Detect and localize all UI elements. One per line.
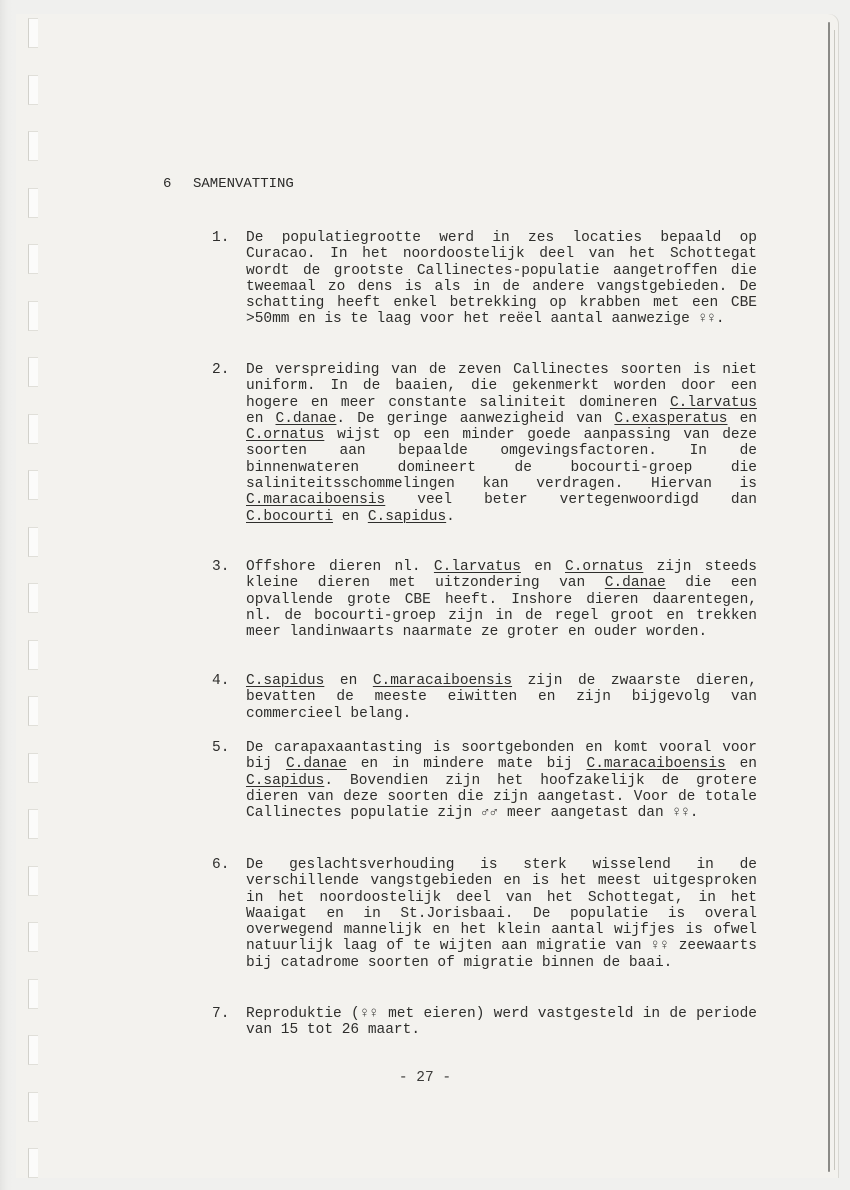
text-run: zijn de zwaarste dieren, bevatten de meeste eiwitten en zijn bijgevolg van commercieel belang.: [246, 673, 757, 722]
section-number: 6: [163, 176, 172, 192]
binding-slot: [28, 753, 38, 783]
item-text: [246, 857, 757, 971]
species-name: C.maracaiboensis: [372, 673, 513, 689]
item-number: 5.: [212, 740, 230, 756]
item-number: 7.: [212, 1006, 230, 1022]
text-run: wijst op een minder goede aanpassing van deze soorten aan bepaalde omgevingsfactoren. In de binnenwateren domineert de bocourti-groep die saliniteitsschommelingen kan verdragen. Hiervan is: [246, 427, 757, 493]
text-run: De verspreiding van de zeven Callinectes soorten is niet uniform. In de baaien, die gekenmerkt worden door een hogere en meer constante saliniteit domineren: [246, 362, 757, 411]
item-text: [246, 740, 757, 821]
item-text: [246, 362, 757, 525]
text-run: .: [715, 311, 725, 328]
item-number: 2.: [212, 362, 230, 378]
text-run: De populatiegrootte werd in zes locaties bepaald op Curacao. In het noordoostelijk deel van het Schottegat wordt de grootste Callinectes-populatie aangetroffen die tweemaal zo dens is als in de andere vangstgebieden. De schatting heeft enkel betrekking op krabben met een CBE >50mm en is te laag voor het reëel aantal aanwezige: [246, 230, 757, 328]
item-text: [246, 1006, 757, 1039]
text-run: veel beter vertegenwoordigd dan: [385, 492, 757, 509]
binding-slot: [28, 979, 38, 1009]
binding-slot: [28, 75, 38, 105]
species-name: C.danae: [275, 410, 337, 427]
item-text: [246, 559, 757, 640]
text-run: .: [689, 805, 699, 822]
binding-slot: [28, 1092, 38, 1122]
species-name: C.maracaiboensis: [246, 492, 386, 509]
binding-slot: [28, 1035, 38, 1065]
female-symbol-icon: ♀♀: [698, 311, 716, 328]
species-name: C.larvatus: [669, 394, 757, 411]
species-name: C.ornatus: [565, 559, 644, 575]
binding-slot: [28, 470, 38, 500]
item-text: [246, 230, 757, 328]
page-number: - 27 -: [398, 1070, 452, 1086]
binding-slot: [28, 1148, 38, 1178]
item-number: 3.: [212, 559, 230, 575]
binding-slot: [28, 244, 38, 274]
species-name: C.danae: [604, 575, 666, 592]
binding-slot: [28, 696, 38, 726]
binding-slot: [28, 640, 38, 670]
text-run: . Bovendien zijn het hoofzakelijk de grotere dieren van deze soorten die zijn aangetast. Voor de totale Callinectes populatie zijn: [246, 772, 757, 822]
text-run: Reproduktie (: [246, 1006, 360, 1022]
section-heading: [163, 176, 294, 224]
text-run: en: [333, 508, 368, 525]
species-name: C.danae: [285, 756, 347, 773]
item-text: [246, 673, 757, 722]
text-run: De geslachtsverhouding is sterk wisselend in de verschillende vangstgebieden en is het meest uitgesproken in het noordoostelijk deel van het Schottegat, in het Waaigat en in St.Jorisbaai. De populatie is overal overwegend mannelijk en het klein aantal wijfjes is ofwel natuurlijk laag of te wijten aan migratie van: [246, 857, 757, 955]
binding-slot: [28, 414, 38, 444]
species-name: C.maracaiboensis: [586, 756, 726, 773]
binding-slot: [28, 866, 38, 896]
item-number: 4.: [212, 673, 230, 689]
binding-slot: [28, 188, 38, 218]
species-name: C.larvatus: [433, 559, 521, 575]
female-symbol-icon: ♀♀: [672, 805, 690, 822]
binding-slot: [28, 809, 38, 839]
female-symbol-icon: ♀♀: [359, 1006, 379, 1022]
binding-slot: [28, 357, 38, 387]
text-run: zijn steeds kleine dieren met uitzondering van: [246, 559, 757, 592]
item-number: 1.: [212, 230, 230, 246]
binding-slot: [28, 922, 38, 952]
text-run: en: [725, 756, 758, 773]
binding-slot: [28, 527, 38, 557]
page-edge-underlying-sheet: [834, 30, 835, 1170]
text-run: . De geringe aanwezigheid van: [336, 410, 615, 427]
text-run: en: [324, 673, 373, 689]
text-run: en: [520, 559, 565, 575]
item-number: 6.: [212, 857, 230, 873]
binding-slot: [28, 18, 38, 48]
binding-slot: [28, 583, 38, 613]
text-run: .: [446, 508, 455, 525]
species-name: C.sapidus: [246, 673, 325, 689]
species-name: C.sapidus: [246, 772, 325, 789]
species-name: C.bocourti: [246, 508, 334, 525]
text-run: die een opvallende grote CBE heeft. Inshore dieren daarentegen, nl. de bocourti-groep zijn in de regel groot en trekken meer landinwaarts naarmate ze groter en ouder worden.: [246, 575, 757, 641]
binding-slot: [28, 131, 38, 161]
binding-slot: [28, 301, 38, 331]
text-run: en: [246, 410, 276, 427]
species-name: C.exasperatus: [614, 410, 728, 427]
species-name: C.ornatus: [246, 427, 325, 444]
text-run: en in mindere mate bij: [346, 756, 587, 773]
text-run: zeewaarts bij catadrome soorten of migratie binnen de baai.: [246, 938, 758, 971]
text-run: meer aangetast dan: [498, 805, 673, 822]
section-title: SAMENVATTING: [193, 176, 294, 192]
text-run: Offshore dieren nl.: [246, 559, 434, 575]
female-symbol-icon: ♀♀: [650, 938, 670, 955]
text-run: en: [727, 410, 758, 427]
text-run: met eieren) werd vastgesteld in de periode van 15 tot 26 maart.: [246, 1006, 757, 1039]
species-name: C.sapidus: [367, 508, 447, 525]
page-edge-shadow: [828, 22, 830, 1172]
text-run: De carapaxaantasting is soortgebonden en komt vooral voor bij: [246, 740, 757, 773]
male-symbol-icon: ♂♂: [480, 805, 499, 822]
